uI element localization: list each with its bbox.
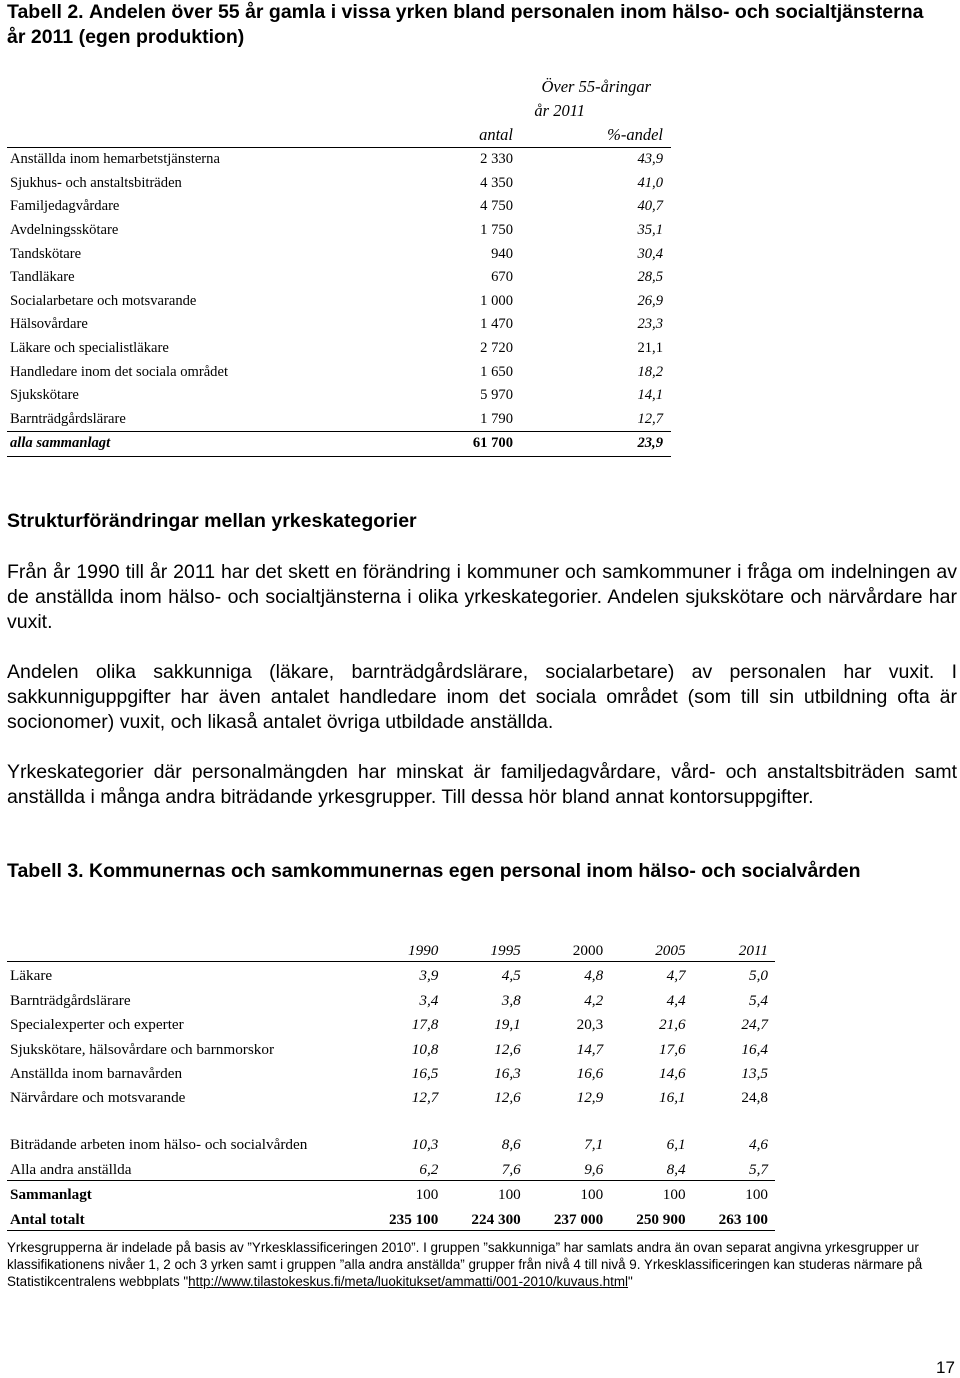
table3-sum-row-value: 100 — [580, 1186, 604, 1204]
table3-sum-row — [7, 1180, 775, 1205]
table2-row-count: 4 750 — [480, 198, 513, 215]
table2-column-headers — [7, 123, 671, 148]
section-heading: Strukturförändringar mellan yrkeskategorier — [7, 510, 417, 532]
footnote — [7, 1239, 957, 1290]
table3-row-value: 12,9 — [576, 1089, 604, 1107]
table3-row-label: Barnträdgårdslärare — [10, 991, 131, 1009]
table3-row-value: 10,3 — [411, 1136, 439, 1154]
table3-row-value: 4,6 — [749, 1136, 768, 1154]
table3-row-value: 12,7 — [411, 1089, 439, 1107]
table2-row-count: 1 000 — [480, 292, 513, 309]
table3-row-value: 21,6 — [659, 1016, 686, 1034]
table2-row-share: 43,9 — [513, 148, 671, 172]
table3-row-value: 4,2 — [584, 991, 604, 1009]
table2-row — [7, 148, 671, 172]
table3-row — [7, 1011, 775, 1035]
table2-row-label: Anställda inom hemarbetstjänsterna — [7, 148, 423, 172]
table2-caption-label: Tabell 2. — [7, 1, 84, 23]
table2-row-share: 12,7 — [637, 410, 663, 427]
table2-header-group-line1 — [7, 75, 671, 99]
table2 — [7, 75, 671, 457]
footnote-text: Yrkesgrupperna är indelade på basis av ”Yrkesklassificeringen 2010”. I gruppen ”sakkunniga” har samlats andra än ovan separat angivna yrkesgrupper ur klassifikationens nivåer 1, 2 och 3 yrken samt i gruppen ”alla andra anställda” grupper från nivå 4 till nivå 9. Yrkesklassificeringen kan studeras närmare på Statistikcentralens webbplats " — [7, 1240, 923, 1289]
table2-row — [7, 266, 671, 290]
table3-sum-row-value: 100 — [662, 1186, 686, 1204]
table2-total-count: 61 700 — [423, 432, 513, 457]
table3-sum-row-label: Sammanlagt — [10, 1186, 92, 1204]
table2-row-label: Sjukhus- och anstaltsbiträden — [10, 174, 182, 191]
table3-row-value: 7,6 — [438, 1155, 520, 1180]
table3-row — [7, 1035, 775, 1059]
table2-row-label: Avdelningsskötare — [10, 222, 119, 239]
table3-caption-label: Tabell 3. — [7, 860, 84, 882]
footnote-link[interactable]: http://www.tilastokeskus.fi/meta/luokitukset/ammatti/001-2010/kuvaus.html — [188, 1274, 629, 1289]
table3-total-row-value: 250 900 — [603, 1205, 685, 1230]
table3-row-value: 4,8 — [584, 967, 604, 985]
table3-row-value: 13,5 — [741, 1064, 768, 1082]
table2-row-label: Hälsovårdare — [10, 316, 88, 333]
table3-year-header-value: 2005 — [603, 936, 685, 962]
table2-header-group-2: år 2011 — [534, 101, 585, 120]
table3-row-value: 8,6 — [501, 1136, 521, 1154]
table2-row-label: Socialarbetare och motsvarande — [10, 292, 197, 309]
table3-sum-row-value: 100 — [497, 1186, 521, 1204]
table2-total-share: 23,9 — [513, 432, 671, 457]
paragraph-2: Andelen olika sakkunniga (läkare, barnträdgårdslärare, socialarbetare) av personalen har vuxit. I sakkunniguppgifter har även antalet handledare inom det sociala området (som till sin utbildning ofta är socionomer) vuxit, och likaså antalet övriga utbildade anställda. — [7, 661, 957, 733]
table2-row-share: 40,7 — [637, 198, 663, 215]
table3-row-value: 17,6 — [659, 1040, 686, 1058]
table3-year-header-value: 1990 — [356, 936, 438, 962]
table2-row — [7, 290, 671, 314]
table2-col-count: antal — [479, 125, 513, 144]
table3-total-row-label: Antal totalt — [7, 1205, 356, 1230]
table2-row-count: 940 — [491, 245, 513, 262]
table3-row-value: 24,8 — [741, 1089, 768, 1107]
table3-body — [7, 936, 775, 1230]
table2-row — [7, 172, 671, 196]
table2-row-label: Familjedagvårdare — [10, 198, 120, 215]
table3-row-value: 4,5 — [501, 967, 521, 985]
table3-row-value: 12,6 — [494, 1040, 521, 1058]
table3-row-value: 16,6 — [576, 1064, 604, 1082]
table2-row-share: 28,5 — [637, 269, 663, 286]
table3-row-label: Sjukskötare, hälsovårdare och barnmorskor — [10, 1040, 275, 1058]
table3-row — [7, 1084, 775, 1108]
table3-row-value: 5,0 — [749, 967, 768, 985]
table3-caption — [7, 859, 907, 884]
table3-row-value: 17,8 — [411, 1016, 439, 1034]
table2-header-group-line2 — [7, 99, 671, 123]
table2-row-count: 1 750 — [480, 222, 513, 239]
table3-row-label: Närvårdare och motsvarande — [10, 1089, 186, 1107]
table3-row — [7, 986, 775, 1010]
table3-caption-text: Kommunernas och samkommunernas egen personal inom hälso- och socialvården — [89, 860, 861, 882]
table3-row-value: 5,7 — [686, 1155, 775, 1180]
table3-row-value: 24,7 — [741, 1016, 768, 1034]
table3-year-header-value: 2000 — [521, 936, 603, 962]
table2-row-count: 5 970 — [480, 387, 513, 404]
table3-row-value: 5,4 — [749, 991, 768, 1009]
table2-row-share: 21,1 — [637, 340, 663, 357]
table3-year-header-value: 2011 — [686, 936, 775, 962]
table3-row — [7, 962, 775, 987]
page-number: 17 — [936, 1358, 955, 1377]
table3-row-value: 16,4 — [741, 1040, 768, 1058]
table3-row-value: 19,1 — [494, 1016, 521, 1034]
table2-caption-text: Andelen över 55 år gamla i vissa yrken bland personalen inom hälso- och socialtjänsterna år 2011 (egen produktion) — [7, 1, 924, 48]
table3-row-label: Läkare — [10, 967, 53, 985]
paragraph-1: Från år 1990 till år 2011 har det skett en förändring i kommuner och samkommuner i fråga om indelningen av de anställda inom hälso- och socialtjänsterna i olika yrkeskategorier. Andelen sjukskötare och närvårdare har vuxit. — [7, 561, 957, 633]
table3 — [7, 936, 775, 1231]
table3-row-value: 3,9 — [419, 967, 439, 985]
table3-row — [7, 1155, 775, 1180]
table2-col-share: %-andel — [607, 125, 663, 144]
table3-row-value: 10,8 — [411, 1040, 439, 1058]
table2-row-count: 4 350 — [480, 174, 513, 191]
table2-row-count: 1 470 — [480, 316, 513, 333]
table2-row-share: 26,9 — [637, 292, 663, 309]
table3-row-value: 6,2 — [356, 1155, 438, 1180]
table2-row-share: 30,4 — [637, 245, 663, 262]
table2-row — [7, 219, 671, 243]
table2-row-share: 14,1 — [637, 387, 663, 404]
table3-row-label: Anställda inom barnavården — [10, 1064, 183, 1082]
table3-year-header — [7, 936, 775, 962]
table2-row-share: 23,3 — [637, 316, 663, 333]
table2-row-label: Handledare inom det sociala området — [10, 363, 229, 380]
table2-row-count: 1 790 — [480, 410, 513, 427]
paragraph-3: Yrkeskategorier där personalmängden har minskat är familjedagvårdare, vård- och anstaltsbiträden samt anställda i många andra biträdande yrkesgrupper. Till dessa hör bland annat kontorsuppgifter. — [7, 761, 957, 808]
table2-row-label: Tandskötare — [10, 245, 82, 262]
table3-total-row — [7, 1205, 775, 1230]
table2-row-share: 41,0 — [637, 174, 663, 191]
table3-sum-row-value: 100 — [745, 1186, 768, 1204]
table2-row — [7, 313, 671, 337]
table3-row-value: 16,5 — [411, 1064, 439, 1082]
table2-row-count: 2 330 — [423, 148, 513, 172]
table3-row-label: Biträdande arbeten inom hälso- och socialvården — [10, 1136, 308, 1154]
table3-row-value: 3,4 — [419, 991, 439, 1009]
table2-row — [7, 360, 671, 384]
table2-body — [7, 148, 671, 457]
table3-row — [7, 1060, 775, 1084]
table3-row-value: 8,4 — [603, 1155, 685, 1180]
table2-total-row — [7, 432, 671, 457]
table3-row-value: 14,7 — [576, 1040, 604, 1058]
table3-total-row-value: 224 300 — [438, 1205, 520, 1230]
table2-row-share: 35,1 — [637, 222, 663, 239]
table2-row-label: Läkare och specialistläkare — [10, 340, 169, 357]
table3-total-row-value: 235 100 — [356, 1205, 438, 1230]
table3-row-value: 4,4 — [666, 991, 686, 1009]
table2-row — [7, 195, 671, 219]
table3-row-value: 9,6 — [521, 1155, 603, 1180]
table2-row — [7, 337, 671, 361]
table2-row-label: Sjukskötare — [10, 387, 79, 404]
table3-row-value: 12,6 — [494, 1089, 521, 1107]
table3-row-value: 20,3 — [576, 1016, 604, 1034]
table2-row — [7, 384, 671, 408]
table3-row — [7, 1108, 775, 1155]
table2-caption — [7, 0, 937, 50]
table3-row-value: 7,1 — [584, 1136, 604, 1154]
table2-row-share: 18,2 — [637, 363, 663, 380]
table2-row-count: 1 650 — [480, 363, 513, 380]
table3-total-row-value: 237 000 — [521, 1205, 603, 1230]
table2-header-group-1: Över 55-åringar — [541, 77, 651, 96]
table2-row — [7, 408, 671, 432]
table2-row-label: Barnträdgårdslärare — [10, 410, 126, 427]
table3-row-value: 16,1 — [659, 1089, 686, 1107]
table3-row-value: 3,8 — [501, 991, 521, 1009]
table2-row-label: Tandläkare — [10, 269, 75, 286]
table3-row-value: 4,7 — [666, 967, 686, 985]
table3-year-header-value: 1995 — [438, 936, 520, 962]
footnote-text-end: " — [628, 1274, 633, 1289]
table2-row — [7, 242, 671, 266]
table3-row-value: 6,1 — [666, 1136, 686, 1154]
table3-year-header-label — [7, 936, 356, 962]
table3-row-value: 14,6 — [659, 1064, 686, 1082]
table3-row-label: Alla andra anställda — [7, 1155, 356, 1180]
table2-row-count: 2 720 — [480, 340, 513, 357]
table3-row-label: Specialexperter och experter — [10, 1016, 184, 1034]
table3-total-row-value: 263 100 — [686, 1205, 775, 1230]
table3-sum-row-value: 100 — [415, 1186, 439, 1204]
table2-total-label: alla sammanlagt — [7, 432, 423, 457]
table2-row-count: 670 — [491, 269, 513, 286]
table3-row-value: 16,3 — [494, 1064, 521, 1082]
